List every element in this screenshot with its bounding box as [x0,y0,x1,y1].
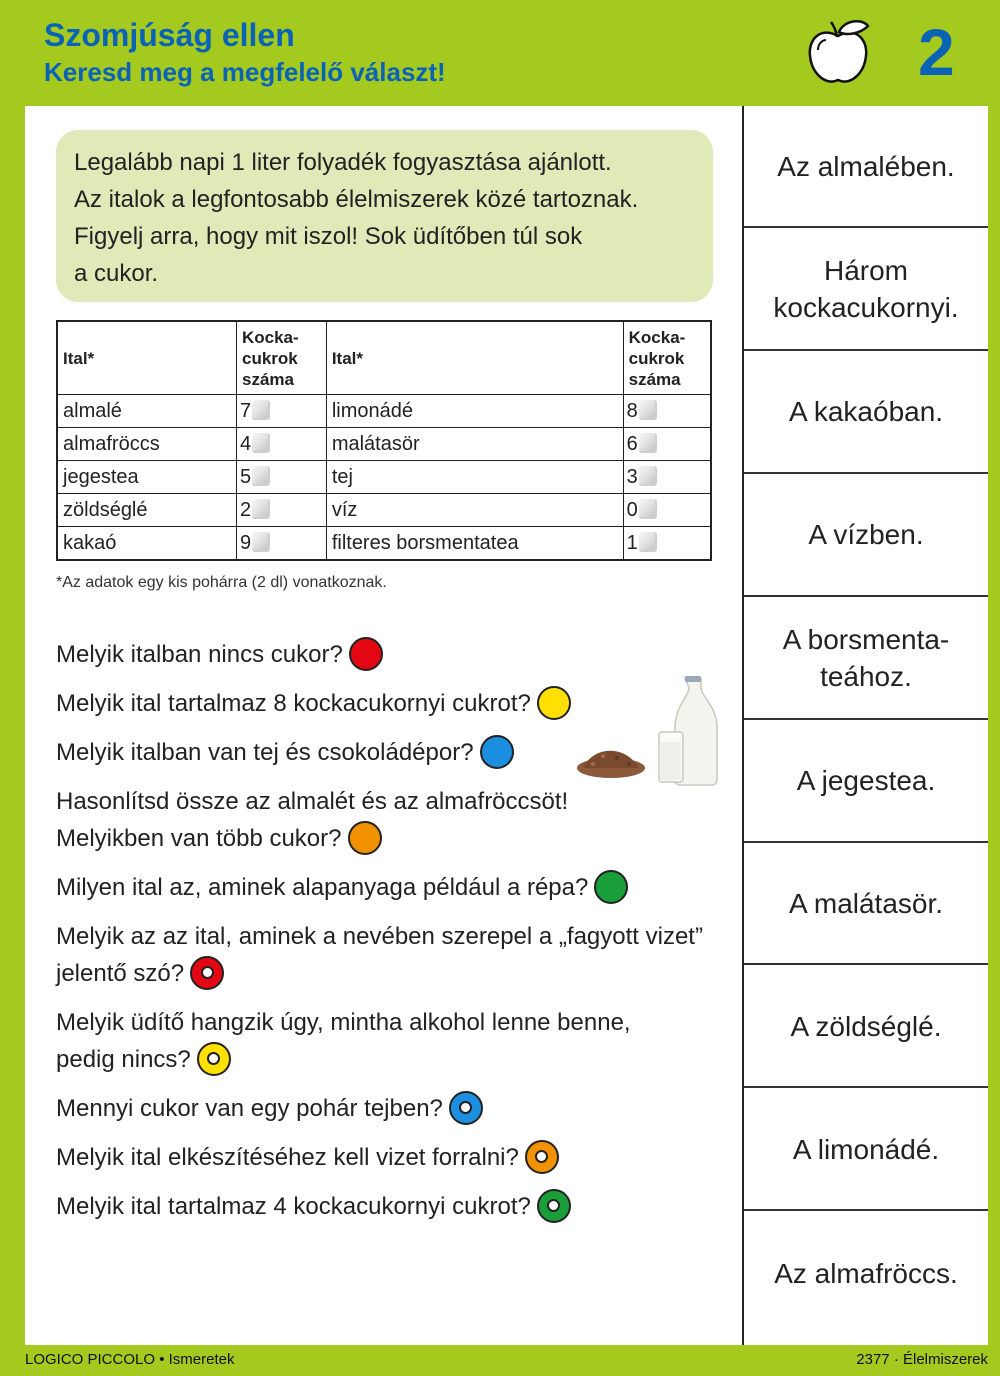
question-item [56,1090,483,1127]
sugar-count: 8 [626,399,638,422]
table-header-cell [326,321,623,395]
page-title: Szomjúság ellen [44,17,295,53]
question-text: jelentő szó? [56,955,703,992]
page-number: 2 [918,15,955,89]
sugar-cube-icon [252,466,270,486]
question-item [56,869,628,906]
answer-card[interactable] [744,229,988,351]
cocoa-powder-icon [573,738,647,780]
sugar-cube-icon [639,400,657,420]
table-header-label: Kocka- cukrok száma [628,327,686,389]
sugar-count-cell [236,395,326,428]
table-row [57,527,711,561]
answer-text: A jegestea. [796,765,936,796]
table-row [57,395,711,428]
question-item [56,1188,571,1225]
sugar-table [56,320,712,561]
question-text: Melyik ital elkészítéséhez kell vizet forralni? [56,1139,559,1176]
header [0,0,1000,106]
table-header-cell [57,321,236,395]
question-text: pedig nincs? [56,1041,631,1078]
drink-name-cell: limonádé [326,395,623,428]
color-marker-icon [348,821,382,855]
intro-line: a cukor. [74,260,159,287]
question-item [56,1139,559,1176]
sugar-count: 0 [626,498,638,521]
question-text: Hasonlítsd össze az almalét és az almafröccsöt! [56,788,569,815]
table-header-label: Ital* [63,348,95,368]
table-header-cell [623,321,711,395]
table-row [57,461,711,494]
intro-line: Figyelj arra, hogy mit iszol! Sok üdítőben túl sok [74,223,583,250]
sugar-cube-icon [252,499,270,519]
sugar-count-cell [236,428,326,461]
answer-text: Az almafröccs. [774,1257,958,1289]
table-header-label: Ital* [331,348,363,368]
table-row [57,428,711,461]
sugar-count: 6 [626,432,638,455]
drink-name-cell: almafröccs [57,428,236,461]
answer-text: Három kockacukornyi. [773,254,959,323]
sugar-count: 3 [626,465,638,488]
color-marker-icon [525,1140,559,1174]
sugar-count-cell [236,461,326,494]
drink-name-cell: tej [326,461,623,494]
drink-name-cell: filteres borsmentatea [326,527,623,561]
answer-text: A malátasör. [788,887,944,919]
intro-line: Az italok a legfontosabb élelmiszerek közé tartoznak. [74,186,639,213]
drink-name-cell: kakaó [57,527,236,561]
color-marker-icon [537,686,571,720]
table-row [57,494,711,527]
question-item [56,685,571,722]
color-marker-icon [449,1091,483,1125]
intro-box [56,130,713,302]
question-text: Melyik italban nincs cukor? [56,636,383,673]
sugar-count: 5 [239,465,252,488]
answer-text: A borsmenta- teához. [782,623,950,692]
answer-text: A kakaóban. [788,396,944,428]
sugar-count: 9 [239,531,252,554]
drink-name-cell: víz [326,494,623,527]
page-subtitle: Keresd meg a megfelelő választ! [44,57,446,87]
intro-line: Legalább napi 1 liter folyadék fogyasztása ajánlott. [74,149,612,176]
answer-text: A limonádé. [792,1133,940,1165]
table-header-cell [236,321,326,395]
question-text: Melyik italban van tej és csokoládépor? [56,734,514,771]
drink-name-cell: jegestea [57,461,236,494]
answer-card[interactable] [744,598,988,720]
question-text: Melyik az az ital, aminek a nevében szerepel a „fagyott vizet” [56,923,703,950]
table-header-row [57,321,711,395]
question-item [56,636,383,673]
footer-brand: LOGICO PICCOLO • Ismeretek [25,1351,235,1368]
answer-card[interactable] [744,106,988,228]
worksheet [25,106,742,1345]
question-text: Melyikben van több cukor? [56,820,568,857]
question-item [56,734,514,771]
sugar-cube-icon [252,400,270,420]
color-marker-icon [594,870,628,904]
answer-card[interactable] [744,475,988,597]
answer-text: A zöldséglé. [790,1010,942,1042]
color-marker-icon [537,1189,571,1223]
sugar-count: 1 [626,531,638,554]
question-item [56,918,703,992]
question-text: Melyik üdítő hangzik úgy, mintha alkohol lenne benne, [56,1009,631,1036]
sugar-cube-icon [639,466,657,486]
color-marker-icon [349,637,383,671]
sugar-cube-icon [639,499,657,519]
footer-catalog: 2377 · Élelmiszerek [856,1351,988,1368]
sugar-cube-icon [252,433,270,453]
sugar-cube-icon [639,532,657,552]
answer-card[interactable] [744,843,988,965]
sugar-cube-icon [639,433,657,453]
drink-name-cell: zöldséglé [57,494,236,527]
sugar-count-cell [623,494,711,527]
color-marker-icon [197,1042,231,1076]
sugar-count-cell [623,428,711,461]
answer-card[interactable] [744,1212,988,1334]
sugar-count: 4 [239,432,252,455]
answer-text: A vízben. [808,519,924,551]
color-marker-icon [190,956,224,990]
sugar-count: 7 [239,399,252,422]
color-marker-icon [480,735,514,769]
drink-name-cell: malátasör [326,428,623,461]
question-text: Milyen ital az, aminek alapanyaga például a répa? [56,869,628,906]
drink-name-cell: almalé [57,395,236,428]
sugar-count-cell [623,527,711,561]
question-item [56,1004,631,1078]
question-text: Melyik ital tartalmaz 8 kockacukornyi cukrot? [56,685,571,722]
question-text: Melyik ital tartalmaz 4 kockacukornyi cukrot? [56,1188,571,1225]
sugar-count-cell [236,527,326,561]
table-footnote: *Az adatok egy kis pohárra (2 dl) vonatkoznak. [56,574,387,591]
question-text: Mennyi cukor van egy pohár tejben? [56,1090,483,1127]
answer-text: Az almalében. [777,150,955,182]
sugar-cube-icon [252,532,270,552]
sugar-count-cell [236,494,326,527]
answer-card[interactable] [744,1089,988,1211]
answer-card[interactable] [744,721,988,843]
table-header-label: Kocka- cukrok száma [241,327,299,389]
sugar-count: 2 [239,498,252,521]
milk-icon [655,676,721,786]
question-item [56,783,568,857]
sugar-count-cell [623,395,711,428]
answer-card[interactable] [744,966,988,1088]
sugar-count-cell [623,461,711,494]
apple-icon [806,16,870,86]
answer-column [744,106,988,1345]
answer-card[interactable] [744,352,988,474]
